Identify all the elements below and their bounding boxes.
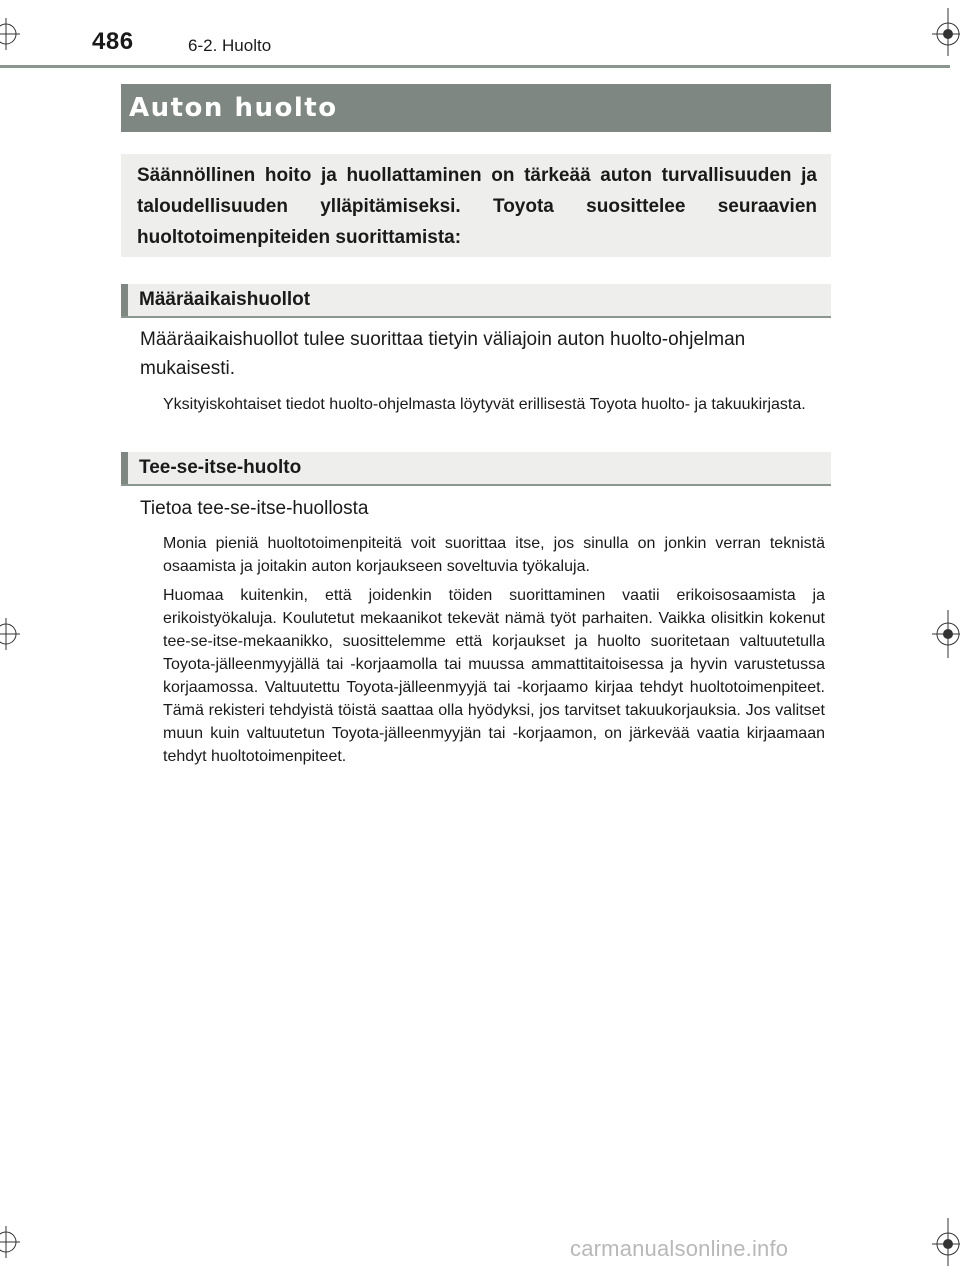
section-heading-label: Tee-se-itse-huolto	[139, 457, 302, 478]
intro-box: Säännöllinen hoito ja huollattaminen on tärkeää auton turvallisuuden ja taloudellisuuden ylläpitämiseksi. Toyota suosittelee seuraavien huoltotoimenpiteiden suorittamista:	[121, 154, 831, 257]
page-number: 486	[92, 28, 134, 55]
section-paragraph: Monia pieniä huoltotoimenpiteitä voit suorittaa itse, jos sinulla on jonkin verran teknistä osaamista ja joitakin auton korjaukseen soveltuvia työkaluja.	[163, 535, 825, 575]
crop-mark-bottom-right	[918, 1218, 960, 1266]
section-heading-label: Määräaikaishuollot	[139, 289, 311, 310]
crop-mark-mid-left	[0, 614, 40, 654]
crop-mark-top-left	[0, 14, 40, 54]
section-paragraph: Yksityiskohtaiset tiedot huolto-ohjelmasta löytyvät erillisestä Toyota huolto- ja takuukirjasta.	[163, 396, 806, 413]
crop-mark-top-right	[918, 8, 960, 56]
section-heading-diy-maintenance	[121, 452, 831, 486]
section-lead-text: Määräaikaishuollot tulee suorittaa tietyin väliajoin auton huolto-ohjelman mukaisesti.	[140, 329, 746, 379]
footer-watermark: carmanualsonline.info	[570, 1236, 789, 1261]
crop-mark-bottom-left	[0, 1222, 40, 1262]
heading-accent-bar	[121, 452, 128, 484]
section-paragraph: Huomaa kuitenkin, että joidenkin töiden suorittaminen vaatii erikoisosaamista ja erikoistyökaluja. Koulutetut mekaanikot tekevät nämä työt parhaiten. Vaikka olisitkin kokenut tee-se-itse-mekaanikko, suosittelemme että korjaukset ja huolto suoritetaan valtuutetulla Toyota-jälleenmyyjällä tai -korjaamolla tai muussa ammattitaitoisessa ja hyvin varustetussa korjaamossa. Valtuutettu Toyota-jälleenmyyjä tai -korjaamo kirjaa tehdyt huoltotoimenpiteet. Tämä rekisteri tehdyistä töistä saattaa olla hyödyksi, jos tarvitset takuukorjauksia. Jos valitset muun kuin valtuutetun Toyota-jälleenmyyjän tai -korjaamon, on järkevää vaatia kirjaamaan tehdyt huoltotoimenpiteet.	[163, 587, 825, 765]
crop-mark-mid-right	[918, 610, 960, 658]
section-lead-text: Tietoa tee-se-itse-huollosta	[140, 498, 369, 519]
section-reference: 6-2. Huolto	[188, 36, 272, 55]
page-title: Auton huolto	[121, 84, 831, 132]
section-heading-scheduled-maintenance	[121, 284, 831, 318]
heading-accent-bar	[121, 284, 128, 316]
header-rule	[0, 65, 950, 68]
